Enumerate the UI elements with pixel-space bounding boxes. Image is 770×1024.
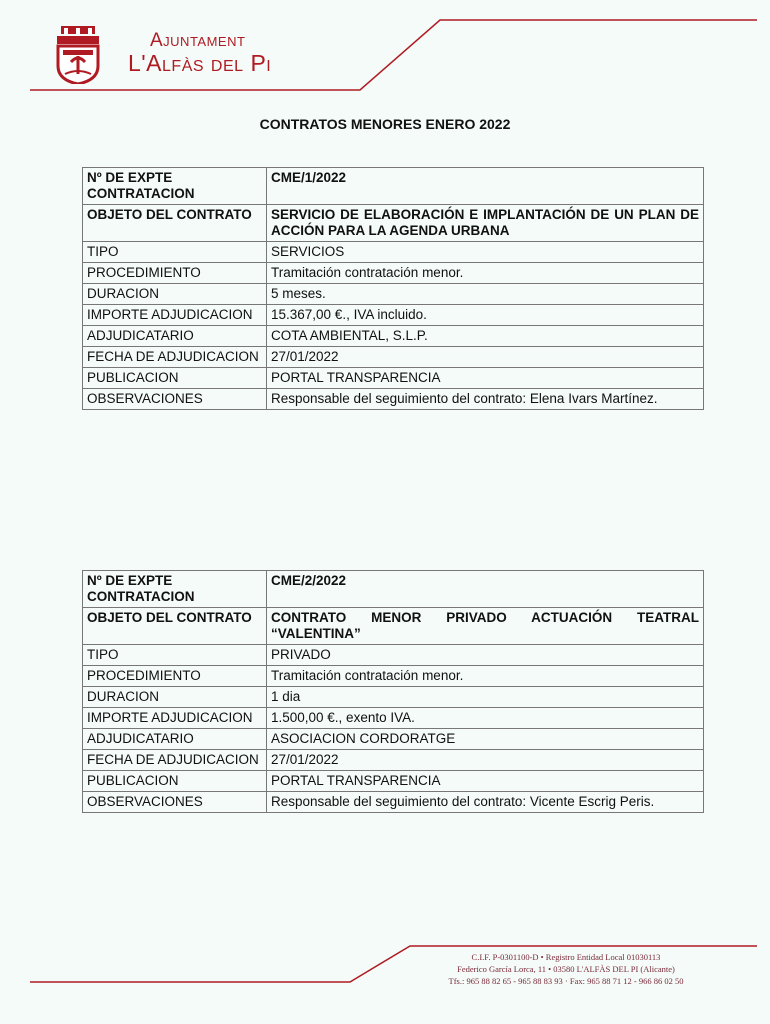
row-label: ADJUDICATARIO (83, 326, 267, 347)
table-row (83, 347, 704, 368)
table-row (83, 571, 704, 608)
table-row (83, 263, 704, 284)
row-value: Tramitación contratación menor. (267, 666, 704, 687)
row-value: PORTAL TRANSPARENCIA (267, 368, 704, 389)
row-value: 1.500,00 €., exento IVA. (267, 708, 704, 729)
footer-line: Federico García Lorca, 11 • 03580 L'ALFÀS DEL PI (Alicante) (457, 964, 675, 974)
row-label: PROCEDIMIENTO (83, 666, 267, 687)
row-value: 27/01/2022 (267, 750, 704, 771)
row-label: PUBLICACION (83, 771, 267, 792)
table-row (83, 708, 704, 729)
row-value: 27/01/2022 (267, 347, 704, 368)
table-row (83, 771, 704, 792)
row-value: Responsable del seguimiento del contrato: Elena Ivars Martínez. (267, 389, 704, 410)
row-value: CME/2/2022 (267, 571, 704, 608)
coat-of-arms-logo (55, 26, 101, 84)
row-label: OBJETO DEL CONTRATO (83, 205, 267, 242)
table-row (83, 242, 704, 263)
table-row (83, 305, 704, 326)
row-label: Nº DE EXPTE CONTRATACION (83, 571, 267, 608)
row-label: OBSERVACIONES (83, 389, 267, 410)
table-row (83, 645, 704, 666)
letterhead (0, 0, 770, 100)
table-row (83, 389, 704, 410)
org-name-line1: Ajuntament (150, 30, 246, 51)
row-label: ADJUDICATARIO (83, 729, 267, 750)
row-label: OBJETO DEL CONTRATO (83, 608, 267, 645)
table-row (83, 750, 704, 771)
row-value: CONTRATO MENOR PRIVADO ACTUACIÓN TEATRAL “VALENTINA” (267, 608, 704, 645)
row-label: FECHA DE ADJUDICACION (83, 347, 267, 368)
row-value: Tramitación contratación menor. (267, 263, 704, 284)
table-row (83, 326, 704, 347)
row-value: SERVICIO DE ELABORACIÓN E IMPLANTACIÓN DE UN PLAN DE ACCIÓN PARA LA AGENDA URBANA (267, 205, 704, 242)
row-value: PRIVADO (267, 645, 704, 666)
row-value: 1 dia (267, 687, 704, 708)
table-row (83, 792, 704, 813)
row-value: COTA AMBIENTAL, S.L.P. (267, 326, 704, 347)
row-value: 5 meses. (267, 284, 704, 305)
table-row (83, 608, 704, 645)
row-value: 15.367,00 €., IVA incluido. (267, 305, 704, 326)
row-value: SERVICIOS (267, 242, 704, 263)
org-name-line2: L'Alfàs del Pi (128, 50, 272, 76)
row-label: TIPO (83, 645, 267, 666)
row-label: FECHA DE ADJUDICACION (83, 750, 267, 771)
table-row (83, 729, 704, 750)
table-row (83, 284, 704, 305)
table-row (83, 666, 704, 687)
footer-line: Tfs.: 965 88 82 65 - 965 88 83 93 · Fax: 965 88 71 12 - 966 86 02 50 (448, 976, 684, 986)
table-row (83, 368, 704, 389)
contract-table (82, 167, 704, 410)
table-row (83, 205, 704, 242)
row-label: TIPO (83, 242, 267, 263)
row-value: CME/1/2022 (267, 168, 704, 205)
letterhead-rule (0, 0, 770, 100)
document-title: CONTRATOS MENORES ENERO 2022 (259, 116, 511, 132)
row-label: PROCEDIMIENTO (83, 263, 267, 284)
row-label: DURACION (83, 687, 267, 708)
row-label: IMPORTE ADJUDICACION (83, 708, 267, 729)
row-label: OBSERVACIONES (83, 792, 267, 813)
row-label: IMPORTE ADJUDICACION (83, 305, 267, 326)
row-label: PUBLICACION (83, 368, 267, 389)
table-row (83, 168, 704, 205)
row-value: ASOCIACION CORDORATGE (267, 729, 704, 750)
row-value: PORTAL TRANSPARENCIA (267, 771, 704, 792)
row-label: Nº DE EXPTE CONTRATACION (83, 168, 267, 205)
row-label: DURACION (83, 284, 267, 305)
row-value: Responsable del seguimiento del contrato: Vicente Escrig Peris. (267, 792, 704, 813)
footer-line: C.I.F. P-0301100-D • Registro Entidad Local 01030113 (471, 952, 661, 962)
contract-table (82, 570, 704, 813)
footer-contact (416, 951, 716, 987)
table-row (83, 687, 704, 708)
